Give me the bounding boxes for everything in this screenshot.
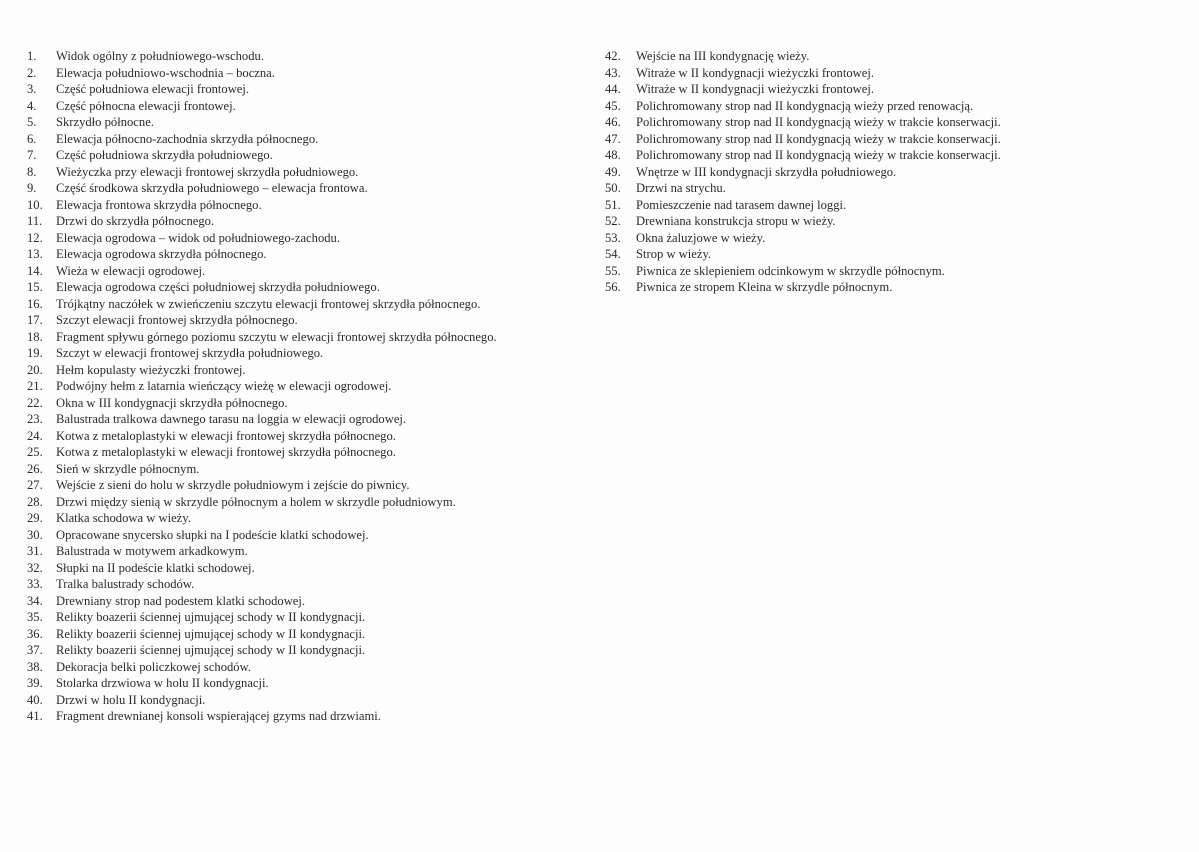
list-item-caption: Wejście na III kondygnację wieży. — [636, 49, 810, 63]
list-item — [27, 708, 587, 725]
list-item-caption: Drewniany strop nad podestem klatki schodowej. — [56, 593, 306, 608]
list-item — [27, 147, 587, 164]
list-item — [27, 279, 587, 296]
photo-list-left-column — [27, 48, 587, 725]
list-item — [27, 48, 587, 65]
list-item — [27, 213, 587, 230]
list-item-number: 29. — [27, 511, 43, 525]
list-item — [605, 197, 1185, 214]
list-item — [27, 197, 587, 214]
list-item-number: 13. — [27, 247, 43, 261]
list-item-number: 19. — [27, 346, 43, 360]
list-item — [27, 65, 587, 82]
list-item-number: 1. — [27, 49, 37, 63]
list-item-number: 43. — [605, 65, 621, 80]
list-item-number: 44. — [605, 82, 621, 96]
list-item — [27, 477, 587, 494]
list-item-number: 47. — [605, 131, 621, 146]
list-item-number: 33. — [27, 577, 43, 591]
list-item-number: 23. — [27, 412, 43, 426]
list-item — [27, 164, 587, 181]
list-item-number: 9. — [27, 181, 37, 195]
list-item-caption: Drzwi między sienią w skrzydle północnym a holem w skrzydle południowym. — [56, 494, 456, 509]
list-item-caption: Część środkowa skrzydła południowego – elewacja frontowa. — [56, 181, 368, 195]
list-item — [27, 180, 587, 197]
list-item-caption: Balustrada tralkowa dawnego tarasu na loggia w elewacji ogrodowej. — [56, 412, 407, 426]
list-item-number: 3. — [27, 82, 37, 96]
list-item-number: 21. — [27, 379, 43, 393]
list-item-caption: Wnętrze w III kondygnacji skrzydła południowego. — [636, 164, 897, 179]
list-item-number: 25. — [27, 445, 43, 459]
list-item-caption: Skrzydło północne. — [56, 115, 154, 129]
list-item-caption: Elewacja północno-zachodnia skrzydła północnego. — [56, 131, 319, 146]
list-item — [605, 65, 1185, 82]
list-item-caption: Dekoracja belki policzkowej schodów. — [56, 659, 252, 674]
list-item-number: 11. — [27, 214, 43, 228]
list-item-caption: Elewacja południowo-wschodnia – boczna. — [56, 65, 275, 80]
list-item-caption: Podwójny hełm z latarnia wieńczący wieżę w elewacji ogrodowej. — [56, 379, 392, 393]
list-item-number: 49. — [605, 164, 621, 179]
list-item-caption: Relikty boazerii ściennej ujmującej schody w II kondygnacji. — [56, 610, 366, 624]
list-item-caption: Wejście z sieni do holu w skrzydle południowym i zejście do piwnicy. — [56, 478, 410, 492]
list-item-caption: Wieża w elewacji ogrodowej. — [56, 263, 206, 278]
list-item-number: 52. — [605, 214, 621, 228]
list-item-number: 41. — [27, 709, 43, 723]
list-item — [27, 543, 587, 560]
list-item-caption: Drzwi w holu II kondygnacji. — [56, 692, 206, 707]
list-item-caption: Hełm kopulasty wieżyczki frontowej. — [56, 362, 246, 377]
list-item-number: 16. — [27, 296, 43, 311]
list-item-number: 12. — [27, 230, 43, 245]
list-item — [27, 296, 587, 313]
list-item — [27, 230, 587, 247]
list-item-caption: Balustrada w motywem arkadkowym. — [56, 544, 248, 558]
list-item — [27, 345, 587, 362]
list-item-caption: Fragment spływu górnego poziomu szczytu w elewacji frontowej skrzydła północnego. — [56, 329, 497, 344]
list-item-caption: Polichromowany strop nad II kondygnacją wieży w trakcie konserwacji. — [636, 131, 1001, 146]
list-item-caption: Trójkątny naczółek w zwieńczeniu szczytu elewacji frontowej skrzydła północnego. — [56, 296, 481, 311]
list-item — [605, 98, 1185, 115]
list-item-number: 6. — [27, 131, 37, 146]
list-item — [27, 246, 587, 263]
list-item-caption: Drzwi do skrzydła północnego. — [56, 214, 215, 228]
list-item-number: 48. — [605, 148, 621, 162]
list-item-number: 14. — [27, 263, 43, 278]
list-item — [27, 444, 587, 461]
list-item-number: 53. — [605, 230, 621, 245]
list-item — [27, 692, 587, 709]
list-item-number: 4. — [27, 98, 37, 113]
list-item-caption: Słupki na II podeście klatki schodowej. — [56, 560, 255, 575]
list-item-caption: Tralka balustrady schodów. — [56, 577, 195, 591]
list-item-caption: Część południowa skrzydła południowego. — [56, 148, 273, 162]
list-item — [605, 48, 1185, 65]
list-item-number: 32. — [27, 560, 43, 575]
list-item — [27, 98, 587, 115]
list-item — [27, 527, 587, 544]
list-item — [605, 180, 1185, 197]
list-item — [605, 164, 1185, 181]
list-item-number: 54. — [605, 247, 621, 261]
list-item-caption: Część południowa elewacji frontowej. — [56, 82, 250, 96]
list-item — [27, 312, 587, 329]
list-item-caption: Kotwa z metaloplastyki w elewacji frontowej skrzydła północnego. — [56, 428, 396, 443]
list-item — [27, 609, 587, 626]
list-item — [27, 263, 587, 280]
list-item-caption: Witraże w II kondygnacji wieżyczki frontowej. — [636, 65, 874, 80]
list-item-number: 24. — [27, 428, 43, 443]
list-item-number: 56. — [605, 280, 621, 294]
list-item-number: 39. — [27, 676, 43, 690]
list-item-caption: Stolarka drzwiowa w holu II kondygnacji. — [56, 676, 269, 690]
list-item — [27, 395, 587, 412]
list-item-number: 2. — [27, 65, 37, 80]
list-item-caption: Drewniana konstrukcja stropu w wieży. — [636, 214, 836, 228]
list-item — [27, 81, 587, 98]
list-item — [27, 593, 587, 610]
list-item-number: 22. — [27, 395, 43, 410]
list-item — [27, 378, 587, 395]
list-item — [27, 329, 587, 346]
list-item-caption: Szczyt elewacji frontowej skrzydła północnego. — [56, 313, 298, 327]
list-item-number: 18. — [27, 329, 43, 344]
list-item-caption: Pomieszczenie nad tarasem dawnej loggi. — [636, 197, 847, 212]
list-item-caption: Polichromowany strop nad II kondygnacją wieży w trakcie konserwacji. — [636, 115, 1001, 129]
list-item-number: 30. — [27, 527, 43, 542]
list-item — [27, 659, 587, 676]
list-item-caption: Klatka schodowa w wieży. — [56, 511, 191, 525]
list-item — [27, 411, 587, 428]
list-item-number: 36. — [27, 626, 43, 641]
list-item — [605, 230, 1185, 247]
list-item-caption: Sień w skrzydle północnym. — [56, 461, 200, 476]
list-item-number: 37. — [27, 643, 43, 657]
list-item-caption: Elewacja ogrodowa części południowej skrzydła południowego. — [56, 280, 380, 294]
list-item — [27, 494, 587, 511]
list-item — [27, 131, 587, 148]
list-item-caption: Fragment drewnianej konsoli wspierającej gzyms nad drzwiami. — [56, 709, 381, 723]
list-item-number: 7. — [27, 148, 37, 162]
list-item-number: 8. — [27, 164, 37, 179]
list-item-number: 10. — [27, 197, 43, 212]
list-item-number: 15. — [27, 280, 43, 294]
photo-list-right-column — [605, 48, 1185, 296]
list-item — [605, 246, 1185, 263]
list-item-caption: Relikty boazerii ściennej ujmującej schody w II kondygnacji. — [56, 626, 366, 641]
list-item — [27, 114, 587, 131]
list-item-number: 27. — [27, 478, 43, 492]
list-item-caption: Okna żaluzjowe w wieży. — [636, 230, 766, 245]
list-item-caption: Opracowane snycersko słupki na I podeście klatki schodowej. — [56, 527, 369, 542]
list-item — [605, 131, 1185, 148]
list-item-number: 38. — [27, 659, 43, 674]
list-item — [27, 675, 587, 692]
list-item-caption: Elewacja ogrodowa – widok od południowego-zachodu. — [56, 230, 340, 245]
list-item-caption: Elewacja ogrodowa skrzydła północnego. — [56, 247, 267, 261]
list-item — [27, 461, 587, 478]
list-item-number: 40. — [27, 692, 43, 707]
list-item-caption: Polichromowany strop nad II kondygnacją wieży w trakcie konserwacji. — [636, 148, 1001, 162]
list-item — [605, 279, 1185, 296]
list-item-number: 35. — [27, 610, 43, 624]
list-item-number: 51. — [605, 197, 621, 212]
list-item — [605, 114, 1185, 131]
list-item-caption: Strop w wieży. — [636, 247, 712, 261]
list-item-caption: Okna w III kondygnacji skrzydła północnego. — [56, 395, 288, 410]
list-item-caption: Piwnica ze stropem Kleina w skrzydle północnym. — [636, 280, 893, 294]
list-item-caption: Wieżyczka przy elewacji frontowej skrzydła południowego. — [56, 164, 359, 179]
list-item-caption: Kotwa z metaloplastyki w elewacji frontowej skrzydła północnego. — [56, 445, 396, 459]
list-item — [27, 560, 587, 577]
list-item-number: 46. — [605, 115, 621, 129]
list-item-number: 5. — [27, 115, 37, 129]
list-item — [605, 213, 1185, 230]
list-item — [605, 263, 1185, 280]
list-item-number: 45. — [605, 98, 621, 113]
list-item-number: 26. — [27, 461, 43, 476]
list-item — [27, 642, 587, 659]
list-item-caption: Drzwi na strychu. — [636, 181, 726, 195]
list-item — [27, 362, 587, 379]
list-item-number: 34. — [27, 593, 43, 608]
list-item-caption: Witraże w II kondygnacji wieżyczki frontowej. — [636, 82, 874, 96]
list-item — [27, 576, 587, 593]
list-item-caption: Widok ogólny z południowego-wschodu. — [56, 49, 264, 63]
list-item-caption: Piwnica ze sklepieniem odcinkowym w skrzydle północnym. — [636, 263, 945, 278]
list-item-caption: Część północna elewacji frontowej. — [56, 98, 236, 113]
list-item-caption: Szczyt w elewacji frontowej skrzydła południowego. — [56, 346, 324, 360]
list-item — [605, 147, 1185, 164]
list-item-number: 42. — [605, 49, 621, 63]
list-item — [27, 428, 587, 445]
list-item-number: 50. — [605, 181, 621, 195]
list-item-number: 55. — [605, 263, 621, 278]
list-item-number: 28. — [27, 494, 43, 509]
list-item — [27, 626, 587, 643]
list-item-caption: Polichromowany strop nad II kondygnacją wieży przed renowacją. — [636, 98, 974, 113]
list-item-number: 17. — [27, 313, 43, 327]
list-item — [27, 510, 587, 527]
list-item — [605, 81, 1185, 98]
list-item-caption: Elewacja frontowa skrzydła północnego. — [56, 197, 262, 212]
list-item-number: 31. — [27, 544, 43, 558]
list-item-number: 20. — [27, 362, 43, 377]
list-item-caption: Relikty boazerii ściennej ujmującej schody w II kondygnacji. — [56, 643, 366, 657]
